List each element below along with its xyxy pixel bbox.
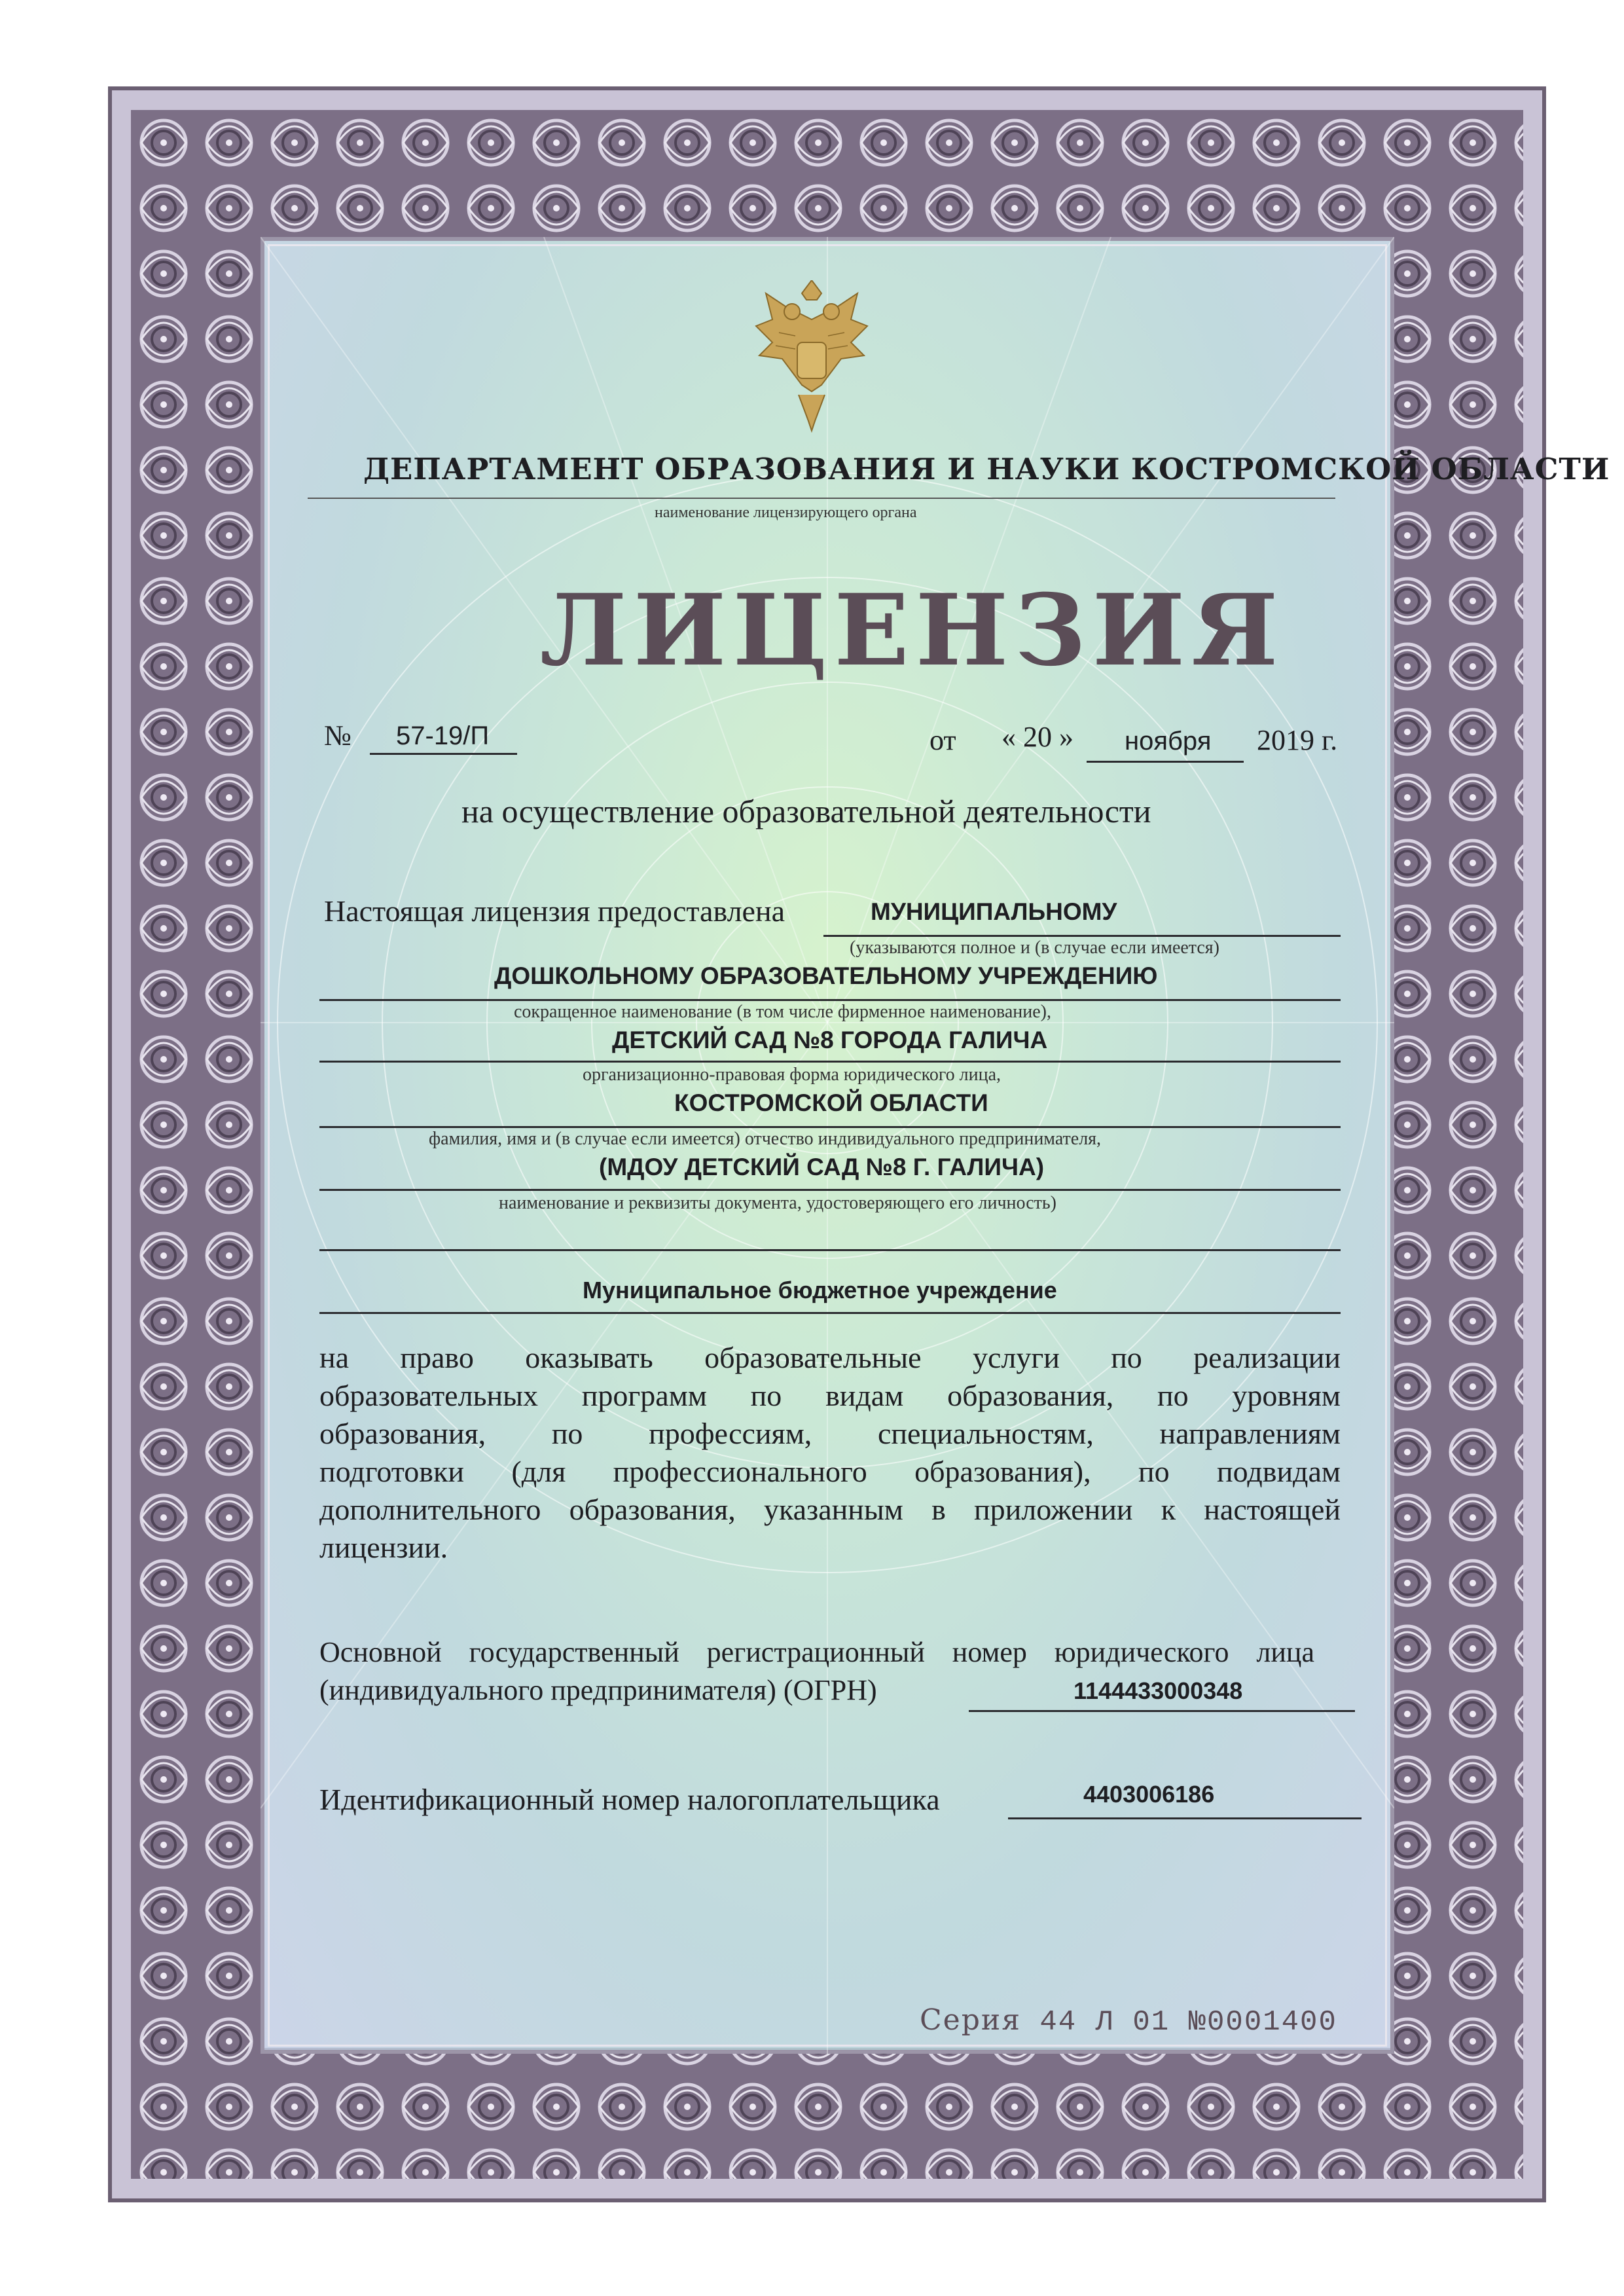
license-number: 57-19/П [396, 721, 490, 750]
rights-line-3: образования, по профессиям, специальностям, направлениям [319, 1417, 1341, 1450]
department-caption: наименование лицензирующего органа [655, 504, 917, 521]
rights-line-2: образовательных программ по видам образования, по уровням [319, 1379, 1341, 1412]
series-value: 44 Л 01 [1039, 2006, 1170, 2039]
number-underline [370, 753, 517, 755]
russian-coat-of-arms-icon [746, 280, 877, 437]
licensee-name-line-2: ДОШКОЛЬНОМУ ОБРАЗОВАТЕЛЬНОМУ УЧРЕЖДЕНИЮ [494, 962, 1158, 989]
legal-form: Муниципальное бюджетное учреждение [583, 1277, 1057, 1303]
caption-3: организационно-правовая форма юридического лица, [583, 1065, 1001, 1085]
license-purpose: на осуществление образовательной деятельности [461, 793, 1151, 829]
caption-5: наименование и реквизиты документа, удостоверяющего его личность) [499, 1193, 1056, 1213]
legal-form-underline [319, 1312, 1341, 1314]
blank-number: 0001400 [1207, 2006, 1337, 2039]
rights-line-4: подготовки (для профессионального образования), по подвидам [319, 1455, 1341, 1488]
ogrn-value: 1144433000348 [1074, 1677, 1243, 1704]
month-underline [1087, 761, 1244, 763]
date-month: ноября [1125, 727, 1212, 756]
blank-number-label: № [1188, 2006, 1208, 2039]
licensee-name-line-5: (МДОУ ДЕТСКИЙ САД №8 Г. ГАЛИЧА) [599, 1154, 1045, 1180]
blank-series [920, 2003, 1337, 2039]
ogrn-label-line-2: (индивидуального предпринимателя) (ОГРН) [319, 1674, 877, 1706]
caption-4: фамилия, имя и (в случае если имеется) отчество индивидуального предпринимателя, [429, 1129, 1102, 1149]
date-year: 2019 г. [1257, 724, 1338, 756]
licensee-name-line-3: ДЕТСКИЙ САД №8 ГОРОДА ГАЛИЧА [612, 1027, 1048, 1053]
series-label: Серия [920, 2003, 1021, 2037]
rights-line-1: на право оказывать образовательные услуги по реализации [319, 1341, 1341, 1374]
ogrn-underline [969, 1710, 1355, 1712]
inn-value: 4403006186 [1083, 1781, 1215, 1808]
granted-label: Настоящая лицензия предоставлена [324, 894, 785, 928]
licensee-line-5 [319, 1189, 1341, 1191]
rights-text [319, 1339, 1341, 1567]
licensee-name-line-1: МУНИЦИПАЛЬНОМУ [871, 898, 1117, 925]
licensee-line-6 [319, 1249, 1341, 1251]
department-name: ДЕПАРТАМЕНТ ОБРАЗОВАНИЯ И НАУКИ КОСТРОМСКОЙ ОБЛАСТИ [363, 452, 1610, 486]
licensee-line-4 [319, 1126, 1341, 1128]
inn-underline [1008, 1817, 1362, 1819]
date-day: « 20 » [1001, 721, 1074, 753]
number-label: № [324, 720, 352, 752]
department-underline [308, 498, 1335, 499]
rights-line-5: дополнительного образования, указанным в приложении к настоящей [319, 1493, 1341, 1526]
licensee-line-2 [319, 999, 1341, 1001]
licensee-line-3 [319, 1061, 1341, 1063]
rights-line-6: лицензии. [319, 1531, 448, 1564]
licensee-line-1 [823, 935, 1341, 937]
inn-label: Идентификационный номер налогоплательщика [319, 1783, 940, 1816]
license-title: ЛИЦЕНЗИЯ [540, 573, 1285, 688]
licensee-name-line-4: КОСТРОМСКОЙ ОБЛАСТИ [674, 1089, 988, 1116]
ogrn-label-line-1: Основной государственный регистрационный номер юридического лица [319, 1636, 1314, 1668]
date-from-label: от [929, 724, 956, 756]
caption-2: сокращенное наименование (в том числе фирменное наименование), [514, 1002, 1051, 1022]
caption-1: (указываются полное и (в случае если имеется) [850, 938, 1220, 958]
